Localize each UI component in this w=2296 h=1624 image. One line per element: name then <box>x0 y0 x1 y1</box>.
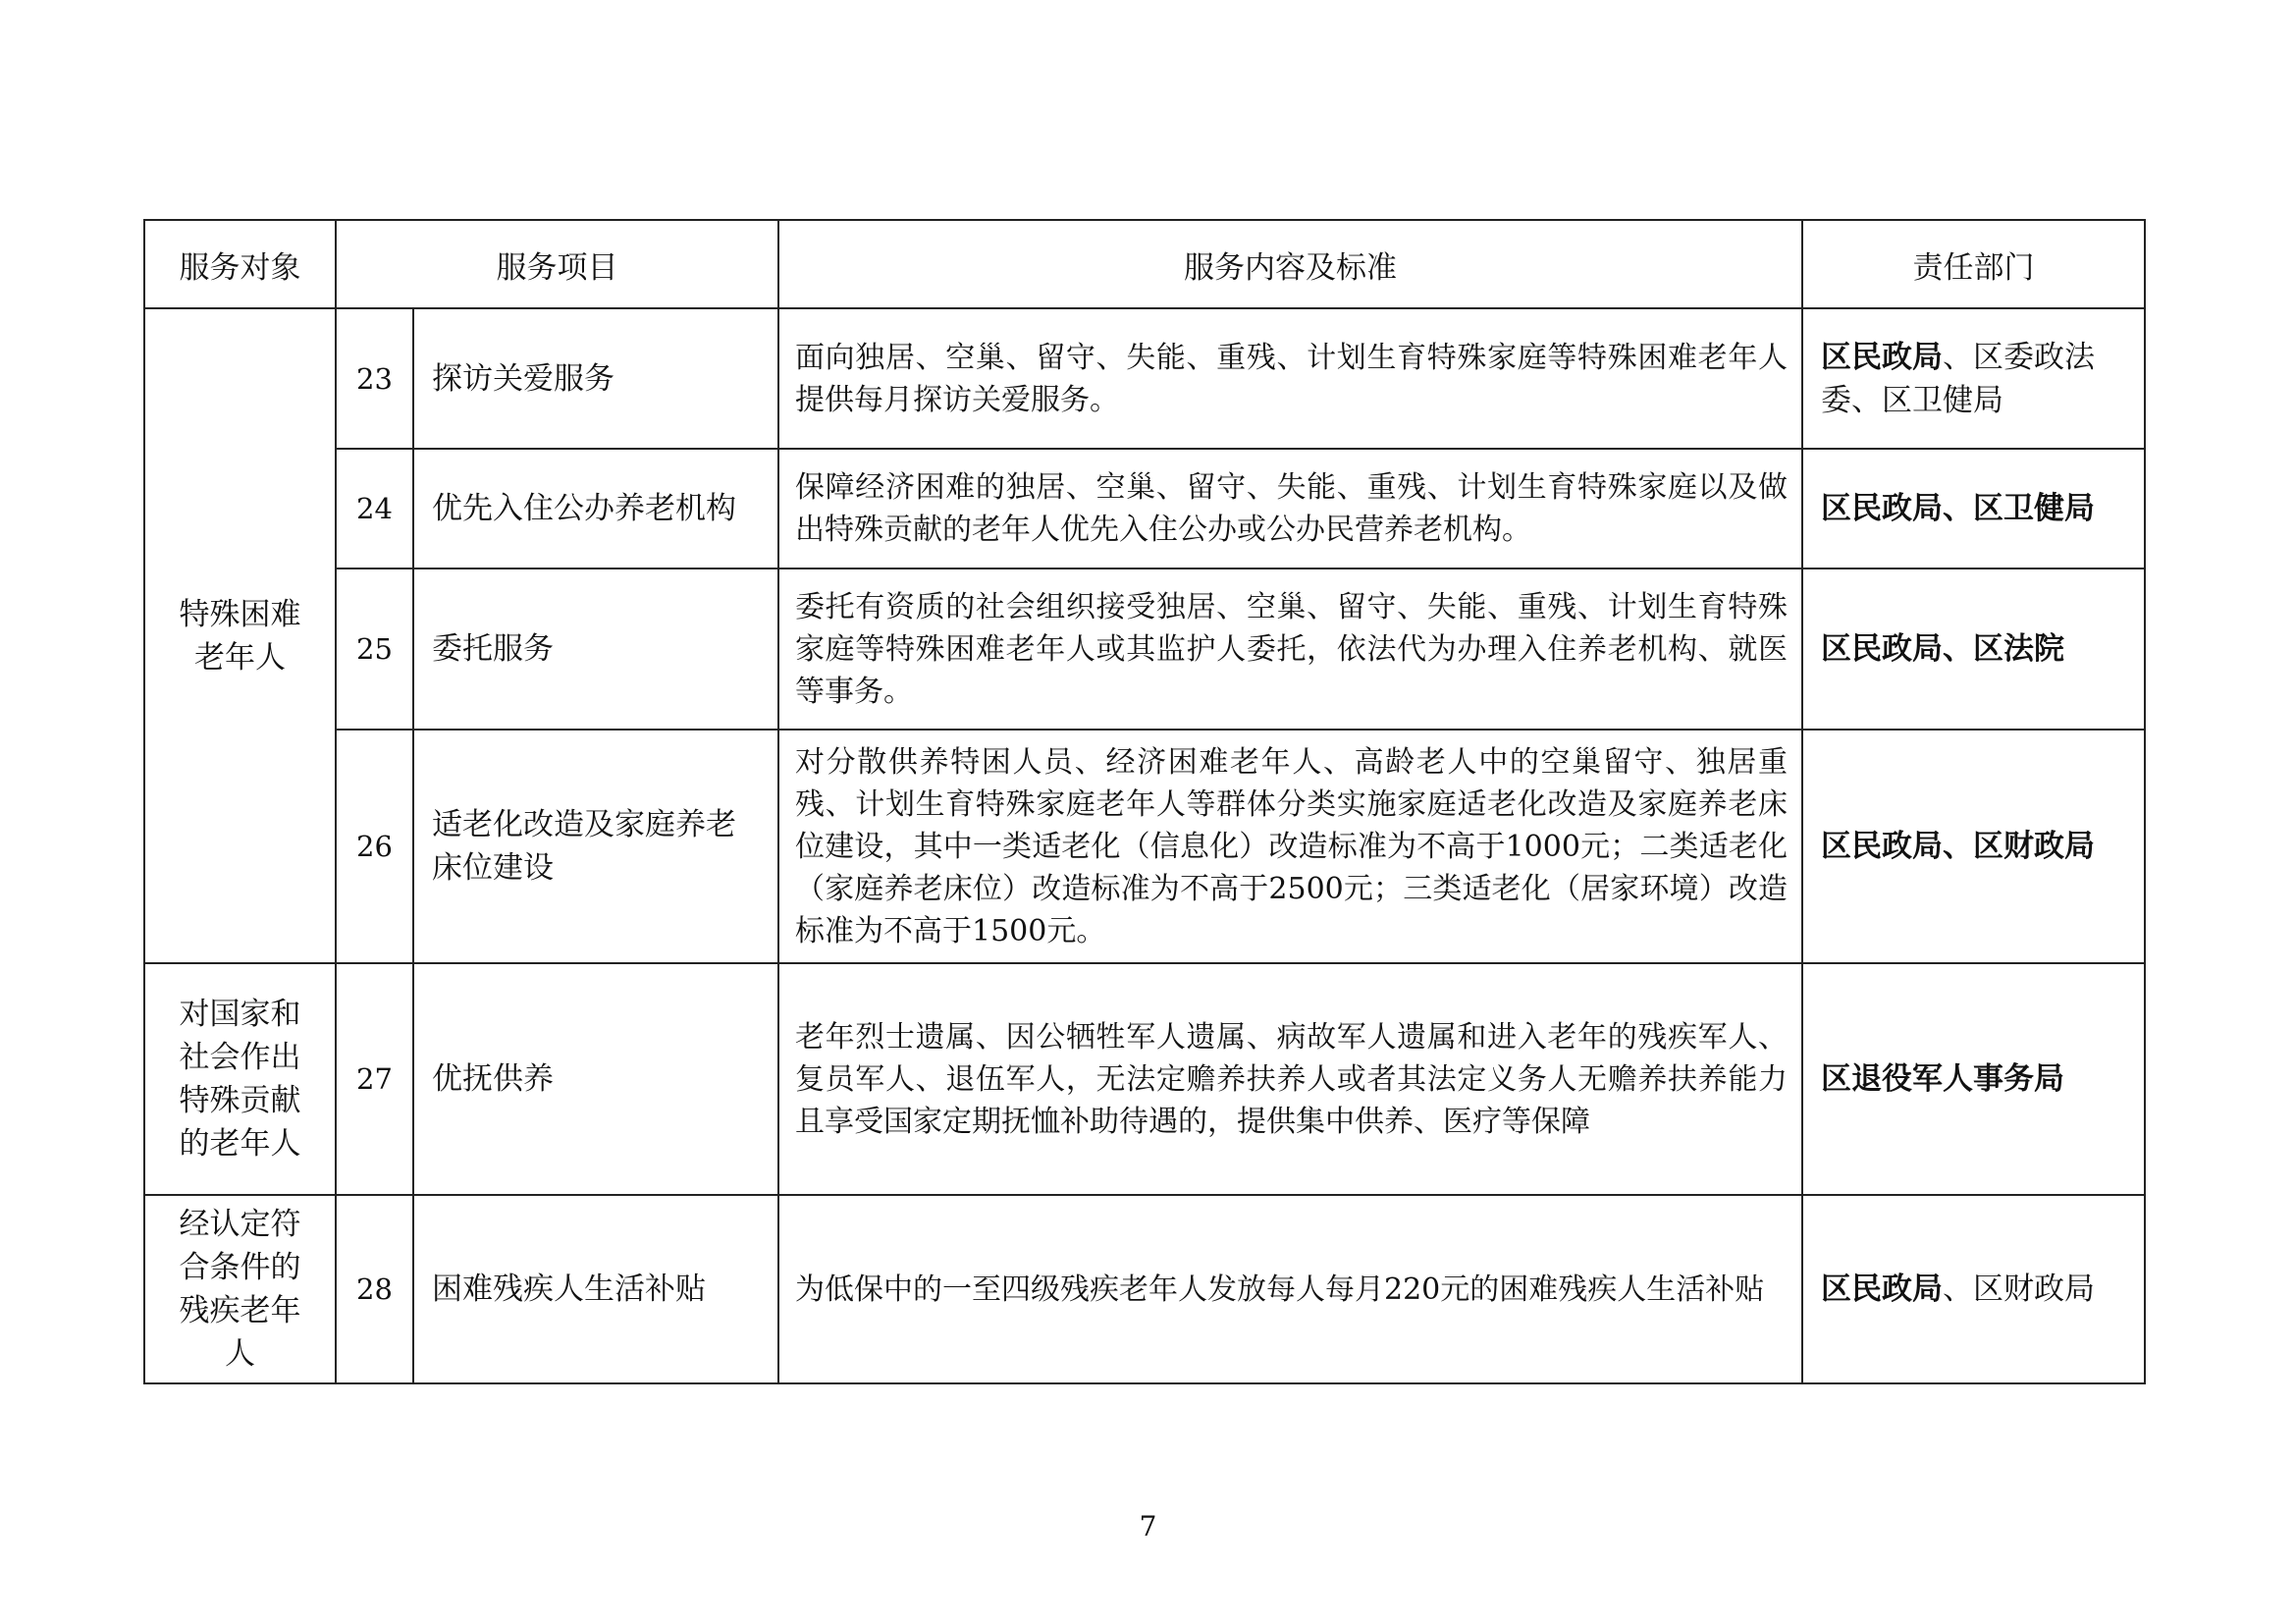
service-item: 优抚供养 <box>413 963 778 1195</box>
responsible-dept <box>1802 449 2145 568</box>
table-row <box>144 730 2145 963</box>
row-number: 23 <box>336 308 413 449</box>
page-number: 7 <box>1139 1510 1157 1543</box>
dept-lead: 区民政局 <box>1821 1272 1943 1307</box>
target-group-special-contribution <box>144 963 336 1195</box>
responsible-dept <box>1802 308 2145 449</box>
dept-lead: 区民政局 <box>1821 339 1943 375</box>
dept-lead: 区民政局、区法院 <box>1821 631 2064 667</box>
table-row <box>144 568 2145 730</box>
responsible-dept <box>1802 1195 2145 1383</box>
target-label: 对国家和 社会作出 特殊贡献 的老年人 <box>179 997 301 1162</box>
service-item: 适老化改造及家庭养老床位建设 <box>413 730 778 963</box>
responsible-dept <box>1802 730 2145 963</box>
dept-rest: 、区财政局 <box>1943 1272 2095 1307</box>
dept-lead: 区民政局、区卫健局 <box>1821 491 2095 526</box>
service-item: 探访关爱服务 <box>413 308 778 449</box>
responsible-dept <box>1802 963 2145 1195</box>
table-row <box>144 449 2145 568</box>
service-item: 委托服务 <box>413 568 778 730</box>
table-header-row <box>144 220 2145 308</box>
service-table <box>143 219 2146 1384</box>
header-content: 服务内容及标准 <box>778 220 1802 308</box>
table-row <box>144 1195 2145 1383</box>
header-item: 服务项目 <box>336 220 778 308</box>
service-item: 困难残疾人生活补贴 <box>413 1195 778 1383</box>
responsible-dept <box>1802 568 2145 730</box>
service-content: 为低保中的一至四级残疾老年人发放每人每月220元的困难残疾人生活补贴 <box>778 1195 1802 1383</box>
target-label: 经认定符 合条件的 残疾老年 人 <box>179 1207 301 1372</box>
service-content: 对分散供养特困人员、经济困难老年人、高龄老人中的空巢留守、独居重残、计划生育特殊家庭老年人等群体分类实施家庭适老化改造及家庭养老床位建设，其中一类适老化（信息化）改造标准为不高于1000元；二类适老化（家庭养老床位）改造标准为不高于2500元；三类适老化（居家环境）改造标准为不高于1500元。 <box>778 730 1802 963</box>
header-dept: 责任部门 <box>1802 220 2145 308</box>
service-content: 委托有资质的社会组织接受独居、空巢、留守、失能、重残、计划生育特殊家庭等特殊困难老年人或其监护人委托，依法代为办理入住养老机构、就医等事务。 <box>778 568 1802 730</box>
service-item: 优先入住公办养老机构 <box>413 449 778 568</box>
row-number: 28 <box>336 1195 413 1383</box>
dept-rest: 、区委政法委、区卫健局 <box>1821 339 2095 418</box>
dept-lead: 区民政局、区财政局 <box>1821 829 2095 864</box>
service-content: 老年烈士遗属、因公牺牲军人遗属、病故军人遗属和进入老年的残疾军人、复员军人、退伍军人，无法定赡养扶养人或者其法定义务人无赡养扶养能力且享受国家定期抚恤补助待遇的，提供集中供养、医疗等保障 <box>778 963 1802 1195</box>
target-label: 特殊困难 老年人 <box>179 596 301 676</box>
table-row <box>144 963 2145 1195</box>
service-content: 面向独居、空巢、留守、失能、重残、计划生育特殊家庭等特殊困难老年人提供每月探访关爱服务。 <box>778 308 1802 449</box>
dept-lead: 区退役军人事务局 <box>1821 1061 2064 1097</box>
target-group-special-difficulty <box>144 308 336 963</box>
header-target: 服务对象 <box>144 220 336 308</box>
target-group-disabled <box>144 1195 336 1383</box>
row-number: 25 <box>336 568 413 730</box>
row-number: 27 <box>336 963 413 1195</box>
row-number: 26 <box>336 730 413 963</box>
row-number: 24 <box>336 449 413 568</box>
service-content: 保障经济困难的独居、空巢、留守、失能、重残、计划生育特殊家庭以及做出特殊贡献的老年人优先入住公办或公办民营养老机构。 <box>778 449 1802 568</box>
table-row <box>144 308 2145 449</box>
